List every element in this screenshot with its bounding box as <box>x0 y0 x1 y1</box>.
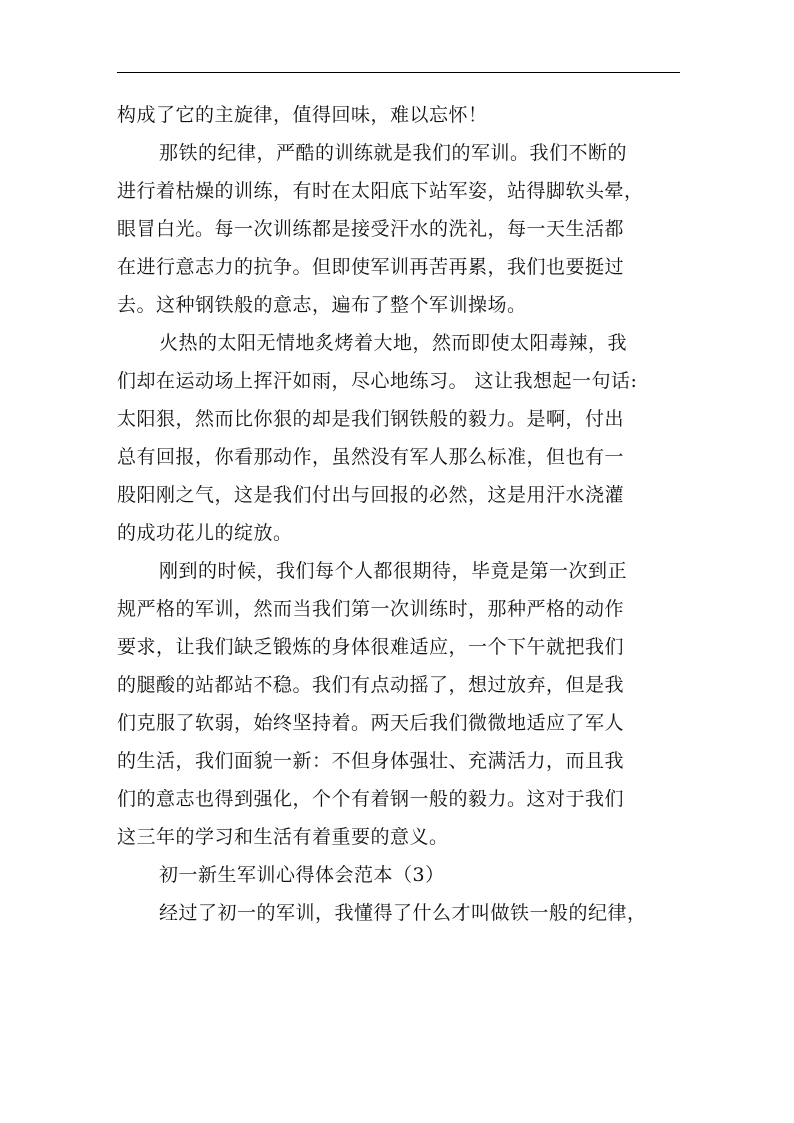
text-line: 们却在运动场上挥汗如雨，尽心地练习。 这让我想起一句话: <box>117 370 638 392</box>
text-line: 们的意志也得到强化，个个有着钢一般的毅力。这对于我们 <box>117 788 625 810</box>
text-line: 的成功花儿的绽放。 <box>117 522 293 544</box>
text-line: 股阳刚之气，这是我们付出与回报的必然，这是用汗水浇灌 <box>117 484 625 506</box>
header-rule <box>117 72 680 73</box>
text-line: 那铁的纪律，严酷的训练就是我们的军训。我们不断的 <box>159 142 628 164</box>
text-line: 的腿酸的站都站不稳。我们有点动摇了，想过放弃，但是我 <box>117 674 625 696</box>
text-line: 火热的太阳无情地炙烤着大地，然而即使太阳毒辣，我 <box>159 332 628 354</box>
text-line: 经过了初一的军训，我懂得了什么才叫做铁一般的纪律， <box>159 902 647 924</box>
text-line: 规严格的军训，然而当我们第一次训练时，那种严格的动作 <box>117 598 625 620</box>
text-line: 构成了它的主旋律，值得回味，难以忘怀！ <box>117 104 488 126</box>
document-body <box>117 96 682 932</box>
text-line: 在进行意志力的抗争。但即使军训再苦再累，我们也要挺过 <box>117 256 625 278</box>
text-line: 刚到的时候，我们每个人都很期待，毕竟是第一次到正 <box>159 560 628 582</box>
text-line: 总有回报，你看那动作，虽然没有军人那么标准，但也有一 <box>117 446 625 468</box>
text-line: 眼冒白光。每一次训练都是接受汗水的洗礼，每一天生活都 <box>117 218 625 240</box>
text-line: 们克服了软弱，始终坚持着。两天后我们微微地适应了军人 <box>117 712 625 734</box>
text-line: 去。这种钢铁般的意志，遍布了整个军训操场。 <box>117 294 527 316</box>
section-heading: 初一新生军训心得体会范本（3） <box>159 864 445 886</box>
text-line: 这三年的学习和生活有着重要的意义。 <box>117 826 449 848</box>
text-line: 的生活，我们面貌一新：不但身体强壮、充满活力，而且我 <box>117 750 625 772</box>
text-line: 要求，让我们缺乏锻炼的身体很难适应，一个下午就把我们 <box>117 636 625 658</box>
text-line: 太阳狠，然而比你狠的却是我们钢铁般的毅力。是啊，付出 <box>117 408 625 430</box>
text-line: 进行着枯燥的训练，有时在太阳底下站军姿，站得脚软头晕， <box>117 180 644 202</box>
